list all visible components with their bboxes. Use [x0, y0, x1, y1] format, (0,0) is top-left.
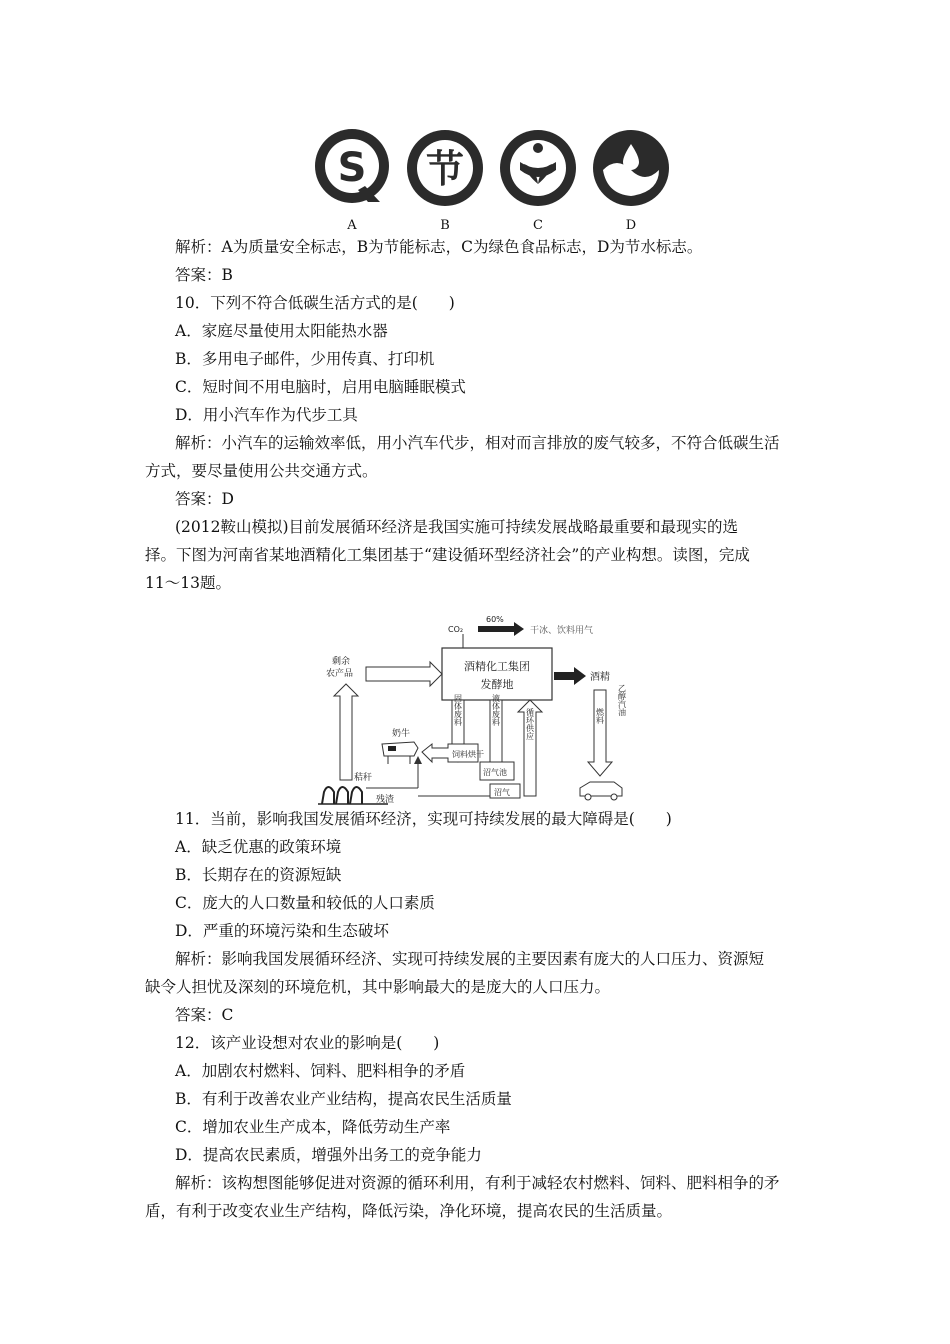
option-12-a: A．加剧农村燃料、饲料、肥料相争的矛盾 — [175, 1062, 466, 1080]
logo-b-glyph: 节 — [425, 147, 465, 191]
percent-label: 60% — [486, 615, 504, 624]
option-11-d: D．严重的环境污染和生态破坏 — [175, 922, 389, 940]
alcohol-label: 酒精 — [590, 672, 610, 683]
option-10-d: D．用小汽车作为代步工具 — [175, 406, 358, 424]
option-11-b: B．长期存在的资源短缺 — [175, 866, 342, 884]
option-12-b: B．有利于改善农业产业结构，提高农民生活质量 — [175, 1090, 512, 1108]
quality-safety-mark-icon — [310, 126, 394, 210]
logo-label-d: D — [625, 218, 637, 233]
intro-line3: 11～13题。 — [145, 574, 231, 592]
factory-label-2: 发酵地 — [480, 678, 514, 691]
option-12-d: D．提高农民素质，增强外出务工的竞争能力 — [175, 1146, 482, 1164]
option-12-c: C．增加农业生产成本，降低劳动生产率 — [175, 1118, 451, 1136]
ethanol-label: 乙醇汽油 — [617, 684, 627, 716]
logo-a-glyph: S — [337, 145, 367, 191]
analysis-9: 解析：A为质量安全标志，B为节能标志，C为绿色食品标志，D为节水标志。 — [175, 238, 703, 256]
logo-label-a: A — [347, 218, 357, 233]
option-10-c: C．短时间不用电脑时，启用电脑睡眠模式 — [175, 378, 466, 396]
surplus-label-1: 剩余 — [332, 657, 351, 667]
logo-label-c: C — [533, 218, 543, 233]
biogas-label: 沼气 — [494, 788, 510, 797]
water-saving-mark-icon — [589, 126, 673, 210]
answer-11: 答案：C — [175, 1006, 234, 1024]
analysis-12-line2: 盾，有利于改变农业生产结构，降低污染，净化环境，提高农民的生活质量。 — [145, 1202, 673, 1220]
standard-marks-figure — [300, 126, 680, 236]
cow-label: 奶牛 — [392, 729, 411, 739]
feed-label: 饲料烘干 — [452, 750, 484, 759]
recycle-label: 循环供应 — [525, 708, 535, 740]
fuel-label: 燃料 — [595, 708, 605, 724]
solid-waste-label: 固体废料 — [453, 694, 463, 726]
logo-label-b: B — [440, 218, 450, 233]
analysis-10-line2: 方式，要尽量使用公共交通方式。 — [145, 462, 378, 480]
analysis-11-line2: 缺令人担忧及深刻的环境危机，其中影响最大的是庞大的人口压力。 — [145, 978, 611, 996]
biogas-pool-label: 沼气池 — [483, 768, 507, 777]
option-10-a: A．家庭尽量使用太阳能热水器 — [175, 322, 388, 340]
straw-label: 秸秆 — [354, 773, 373, 783]
surplus-label-2: 农产品 — [326, 669, 354, 679]
question-10: 10．下列不符合低碳生活方式的是( ) — [175, 294, 455, 312]
answer-9: 答案：B — [175, 266, 233, 284]
residue-label: 残渣 — [376, 795, 395, 805]
factory-label-1: 酒精化工集团 — [464, 660, 530, 673]
option-11-a: A．缺乏优惠的政策环境 — [175, 838, 342, 856]
intro-line1: (2012鞍山模拟)目前发展循环经济是我国实施可持续发展战略最重要和最现实的选 — [175, 518, 739, 536]
circular-economy-diagram — [318, 612, 638, 808]
option-10-b: B．多用电子邮件，少用传真、打印机 — [175, 350, 435, 368]
intro-line2: 择。下图为河南省某地酒精化工集团基于“建设循环型经济社会”的产业构想。读图，完成 — [145, 546, 750, 564]
question-11: 11．当前，影响我国发展循环经济，实现可持续发展的最大障碍是( ) — [175, 810, 672, 828]
analysis-11-line1: 解析：影响我国发展循环经济、实现可持续发展的主要因素有庞大的人口压力、资源短 — [175, 950, 765, 968]
liquid-waste-label: 液体废料 — [491, 694, 501, 726]
analysis-10-line1: 解析：小汽车的运输效率低，用小汽车代步，相对而言排放的废气较多，不符合低碳生活 — [175, 434, 780, 452]
analysis-12-line1: 解析：该构想图能够促进对资源的循环利用，有利于减轻农村燃料、饲料、肥料相争的矛 — [175, 1174, 780, 1192]
option-11-c: C．庞大的人口数量和较低的人口素质 — [175, 894, 435, 912]
co2-label: CO₂ — [448, 625, 464, 634]
dry-ice-label: 干冰、饮料用气 — [530, 626, 594, 636]
answer-10: 答案：D — [175, 490, 234, 508]
energy-saving-mark-icon — [403, 126, 487, 210]
green-food-mark-icon — [496, 126, 580, 210]
question-12: 12．该产业设想对农业的影响是( ) — [175, 1034, 440, 1052]
